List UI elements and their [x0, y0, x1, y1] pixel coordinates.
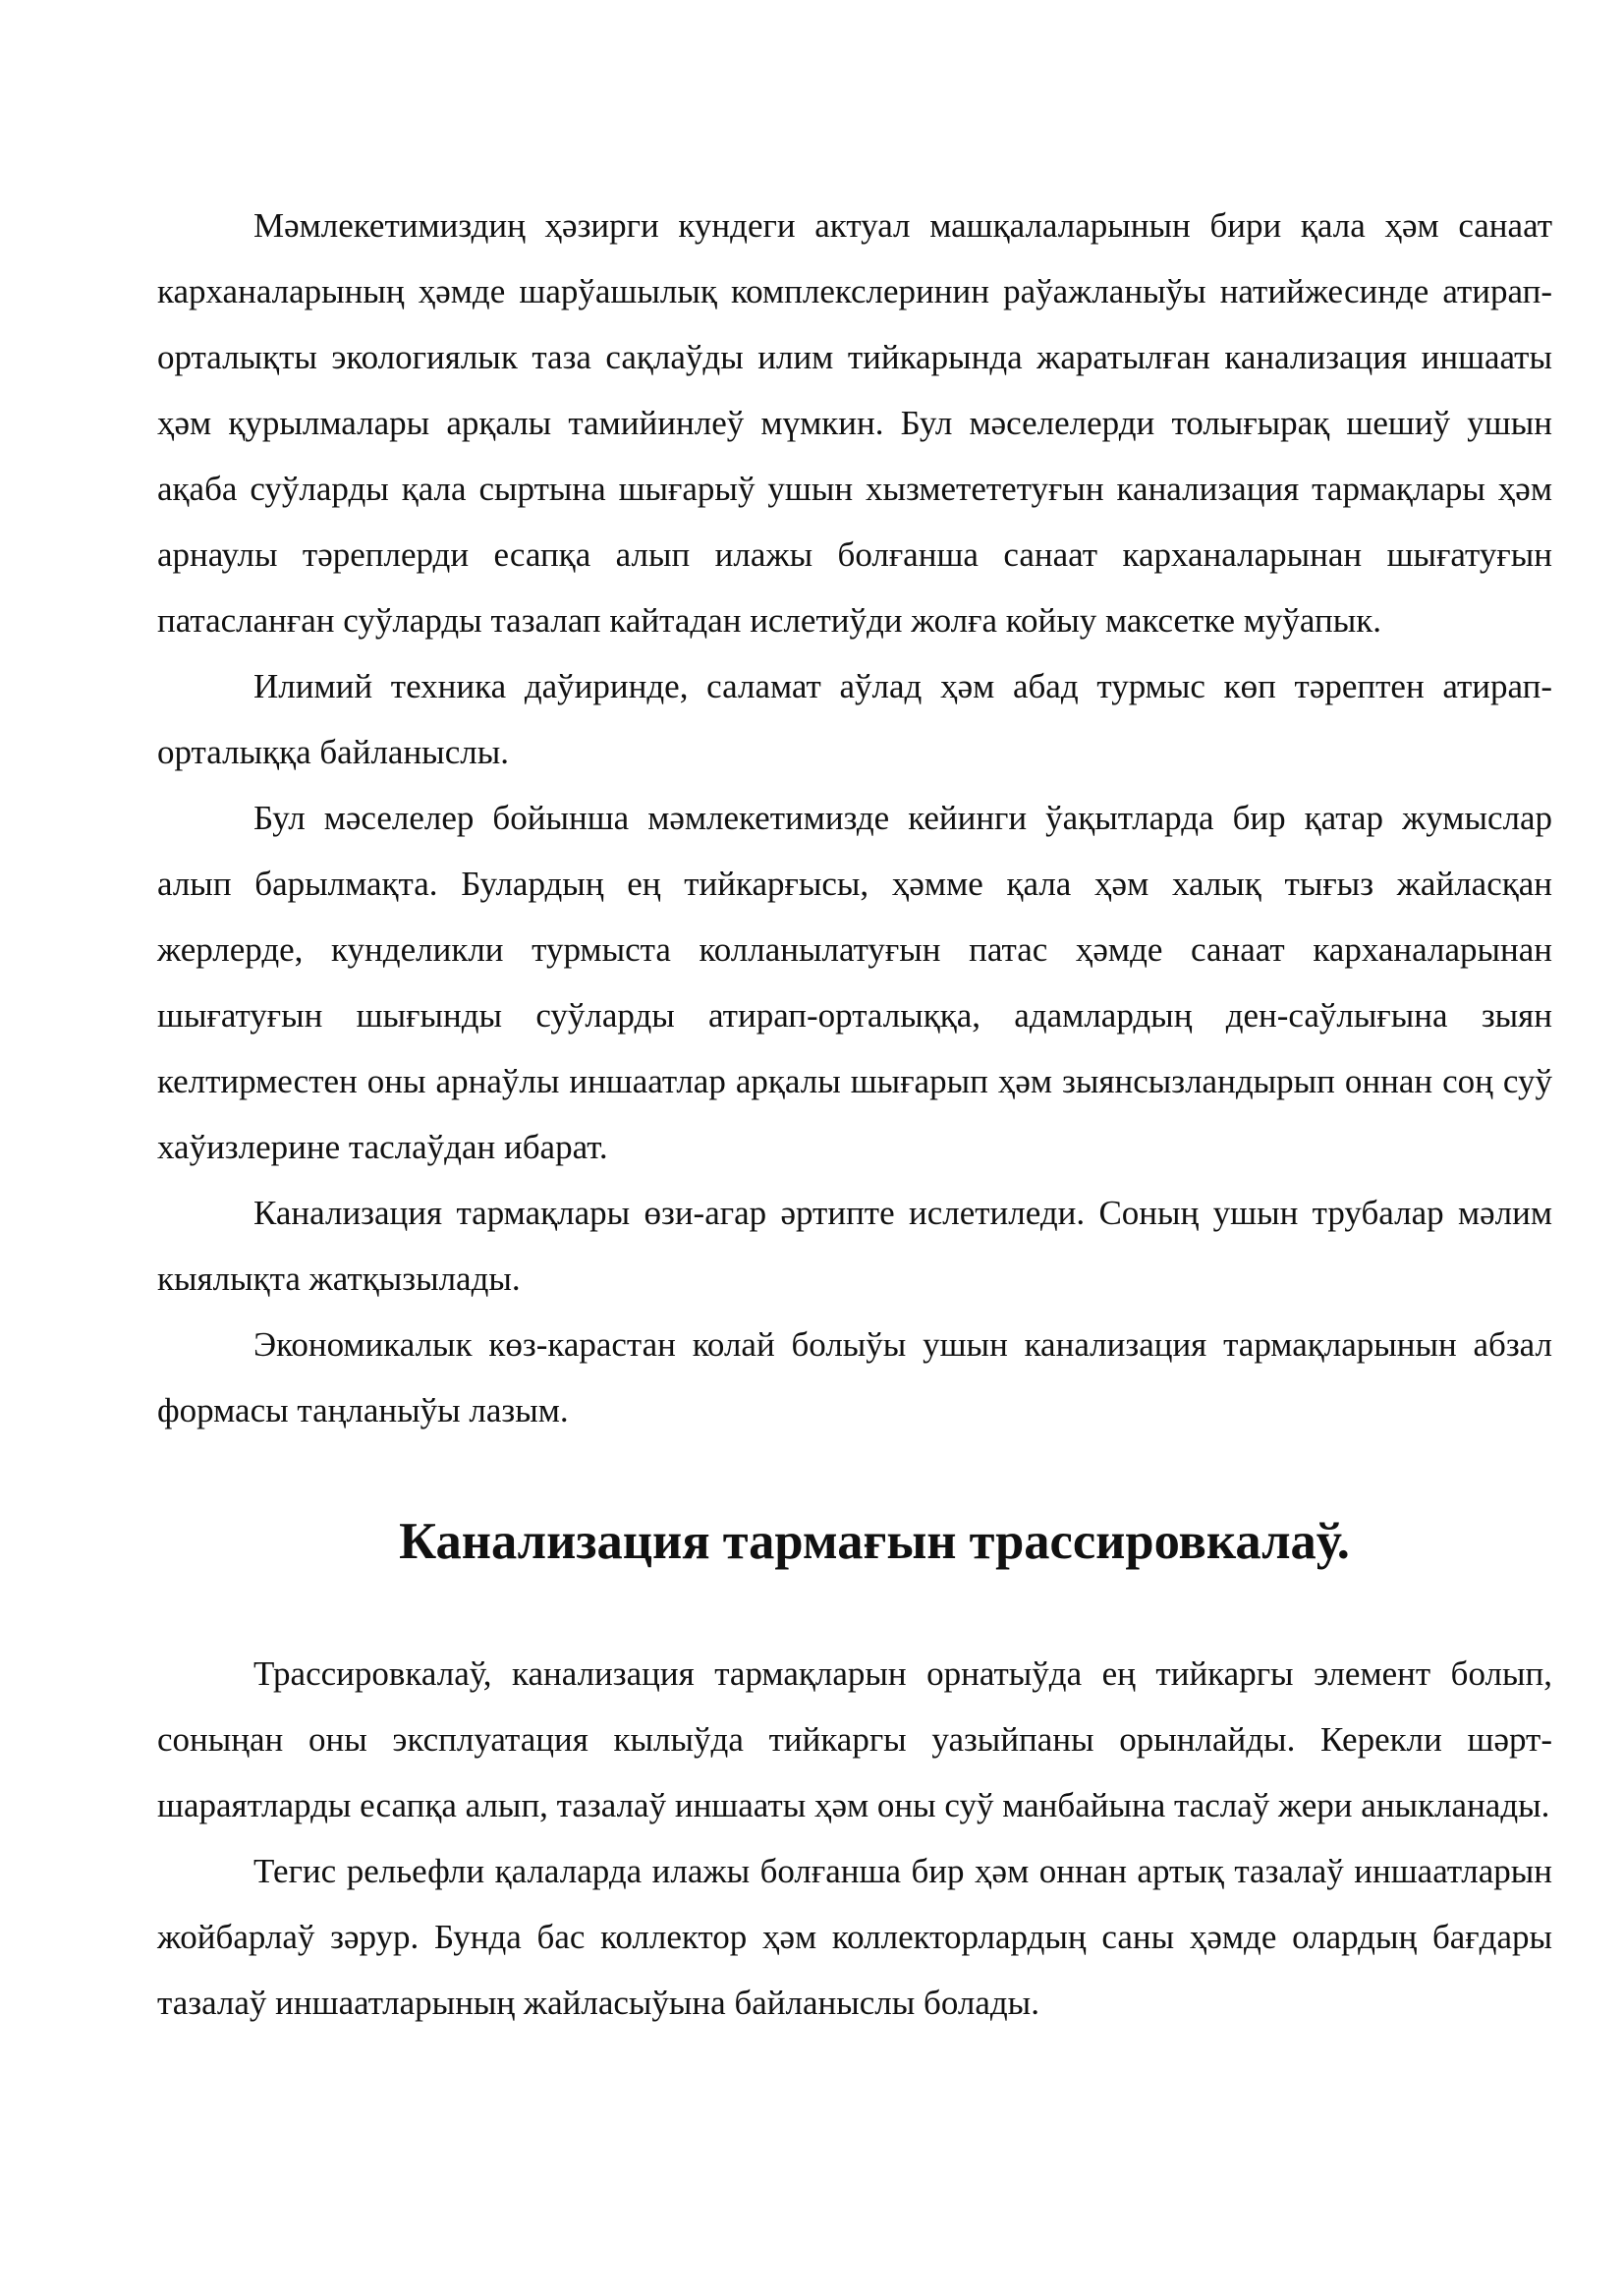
paragraph: Тегис рельефли қалаларда илажы болғанша бир ҳәм оннан артық тазалаў иншаатларын жойбарлаў зәрур. Бунда бас коллектор ҳәм коллекторлардың саны ҳәмде олардың бағдары тазалаў иншаатларының жайласыўына байланыслы болады. — [157, 1852, 1552, 2022]
paragraph: Канализация тармақлары өзи-агар әртипте ислетиледи. Соның ушын трубалар мәлим кыялықта жатқызылады. — [157, 1194, 1552, 1298]
section-heading: Канализация тармағын трассировкалаў. — [399, 1513, 1350, 1570]
paragraph: Илимий техника даўиринде, саламат аўлад ҳәм абад турмыс көп тәрептен атирап-орталыққа байланыслы. — [157, 667, 1552, 771]
paragraph: Мәмлекетимиздиң ҳәзирги кундеги актуал машқалаларынын бири қала ҳәм санаат карханаларының ҳәмде шарўашылық комплекслеринин раўажланыўы натийжесинде атирап-орталықты экологиялык таза сақлаўды илим тийкарында жаратылған канализация иншааты ҳәм қурылмалары арқалы тамийинлеў мүмкин. Бул мәселелерди толығырақ шешиў ушын ақаба суўларды қала сыртына шығарыў ушын хызметететуғын канализация тармақлары ҳәм арнаулы тәреплерди есапқа алып илажы болғанша санаат карханаларынан шығатуғын патасланған суўларды тазалап кайтадан ислетиўди жолға койыу максетке муўапык. — [157, 206, 1552, 640]
document-page — [157, 193, 1552, 2036]
paragraph: Бул мәселелер бойынша мәмлекетимизде кейинги ўақытларда бир қатар жумыслар алып барылмақта. Булардың ең тийкарғысы, ҳәмме қала ҳәм халық тығыз жайласқан жерлерде, кунделикли турмыста колланылатуғын патас ҳәмде санаат карханаларынан шығатуғын шығынды суўларды атирап-орталыққа, адамлардың ден-саўлығына зыян келтирместен оны арнаўлы иншаатлар арқалы шығарып ҳәм зыянсызландырып оннан соң суў хаўизлерине таслаўдан ибарат. — [157, 799, 1552, 1166]
paragraph: Трассировкалаў, канализация тармақларын орнатыўда ең тийкаргы элемент болып, соныңан оны эксплуатация кылыўда тийкаргы уазыйпаны орынлайды. Керекли шәрт-шараятларды есапқа алып, тазалаў иншааты ҳәм оны суў манбайына таслаў жери аныкланады. — [157, 1654, 1552, 1824]
paragraph: Экономикалык көз-карастан колай болыўы ушын канализация тармақларынын абзал формасы таңланыўы лазым. — [157, 1325, 1552, 1429]
